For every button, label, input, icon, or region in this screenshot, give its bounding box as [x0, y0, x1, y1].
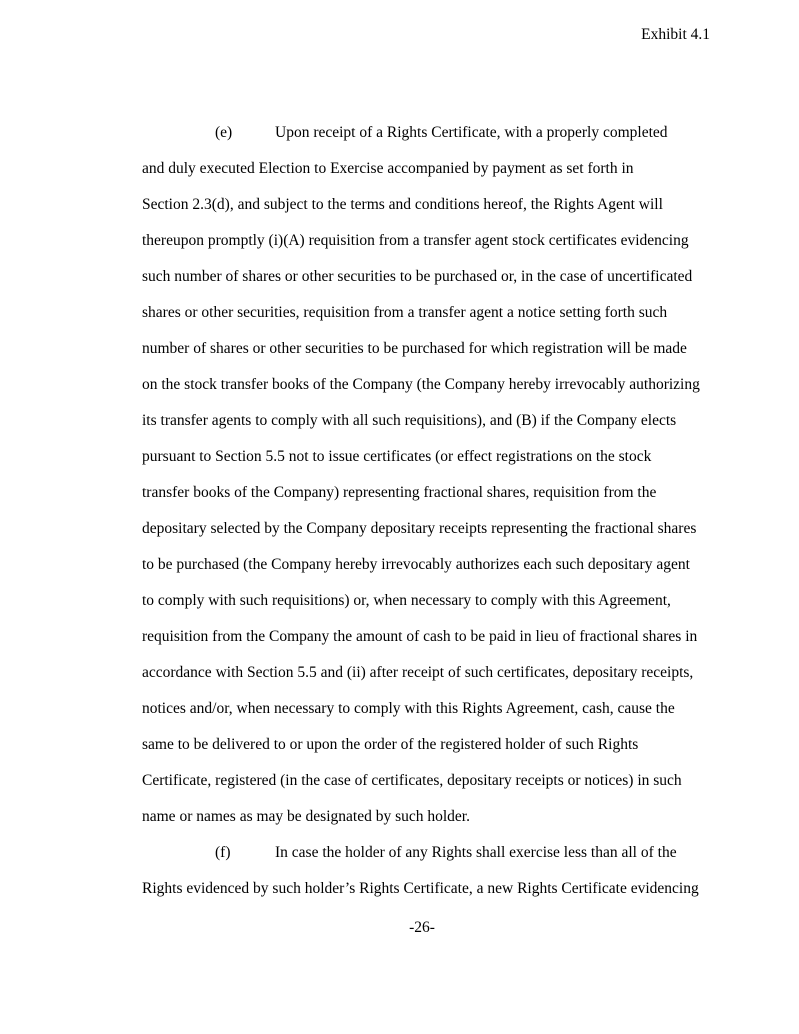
paragraph-lead-text: Upon receipt of a Rights Certificate, with a properly completed — [275, 124, 668, 141]
text-line: such number of shares or other securities to be purchased or, in the case of uncertificated — [142, 268, 693, 285]
text-line: shares or other securities, requisition from a transfer agent a notice setting forth such — [142, 304, 668, 321]
text-line: thereupon promptly (i)(A) requisition from a transfer agent stock certificates evidencing — [142, 232, 689, 249]
paragraph-continuation-lines — [142, 871, 720, 907]
page-number: -26- — [409, 919, 435, 936]
text-line: Section 2.3(d), and subject to the terms and conditions hereof, the Rights Agent will — [142, 196, 663, 213]
paragraph-lead-text: In case the holder of any Rights shall exercise less than all of the — [275, 844, 677, 861]
text-line: same to be delivered to or upon the order of the registered holder of such Rights — [142, 736, 639, 753]
text-line: number of shares or other securities to be purchased for which registration will be made — [142, 340, 687, 357]
text-line: transfer books of the Company) representing fractional shares, requisition from the — [142, 484, 657, 501]
paragraph-first-line — [142, 115, 720, 151]
text-line: name or names as may be designated by such holder. — [142, 808, 470, 825]
paragraph-first-line — [142, 835, 720, 871]
text-line: accordance with Section 5.5 and (ii) after receipt of such certificates, depositary receipts, — [142, 664, 694, 681]
text-line: notices and/or, when necessary to comply with this Rights Agreement, cash, cause the — [142, 700, 675, 717]
text-line: pursuant to Section 5.5 not to issue certificates (or effect registrations on the stock — [142, 448, 652, 465]
text-line: and duly executed Election to Exercise accompanied by payment as set forth in — [142, 160, 634, 177]
paragraph-e — [142, 115, 720, 835]
document-body — [142, 115, 720, 907]
text-line: depositary selected by the Company depositary receipts representing the fractional shares — [142, 520, 697, 537]
paragraph-f — [142, 835, 720, 907]
text-line: its transfer agents to comply with all such requisitions), and (B) if the Company elects — [142, 412, 677, 429]
text-line: Rights evidenced by such holder’s Rights Certificate, a new Rights Certificate evidencing — [142, 880, 699, 897]
paragraph-label: (f) — [215, 844, 231, 861]
text-line: requisition from the Company the amount of cash to be paid in lieu of fractional shares in — [142, 628, 698, 645]
paragraph-continuation-lines — [142, 151, 720, 835]
text-line: to be purchased (the Company hereby irrevocably authorizes each such depositary agent — [142, 556, 690, 573]
exhibit-header: Exhibit 4.1 — [641, 26, 710, 43]
paragraph-label: (e) — [215, 124, 233, 141]
text-line: Certificate, registered (in the case of certificates, depositary receipts or notices) in such — [142, 772, 682, 789]
text-line: to comply with such requisitions) or, when necessary to comply with this Agreement, — [142, 592, 671, 609]
text-line: on the stock transfer books of the Company (the Company hereby irrevocably authorizing — [142, 376, 700, 393]
